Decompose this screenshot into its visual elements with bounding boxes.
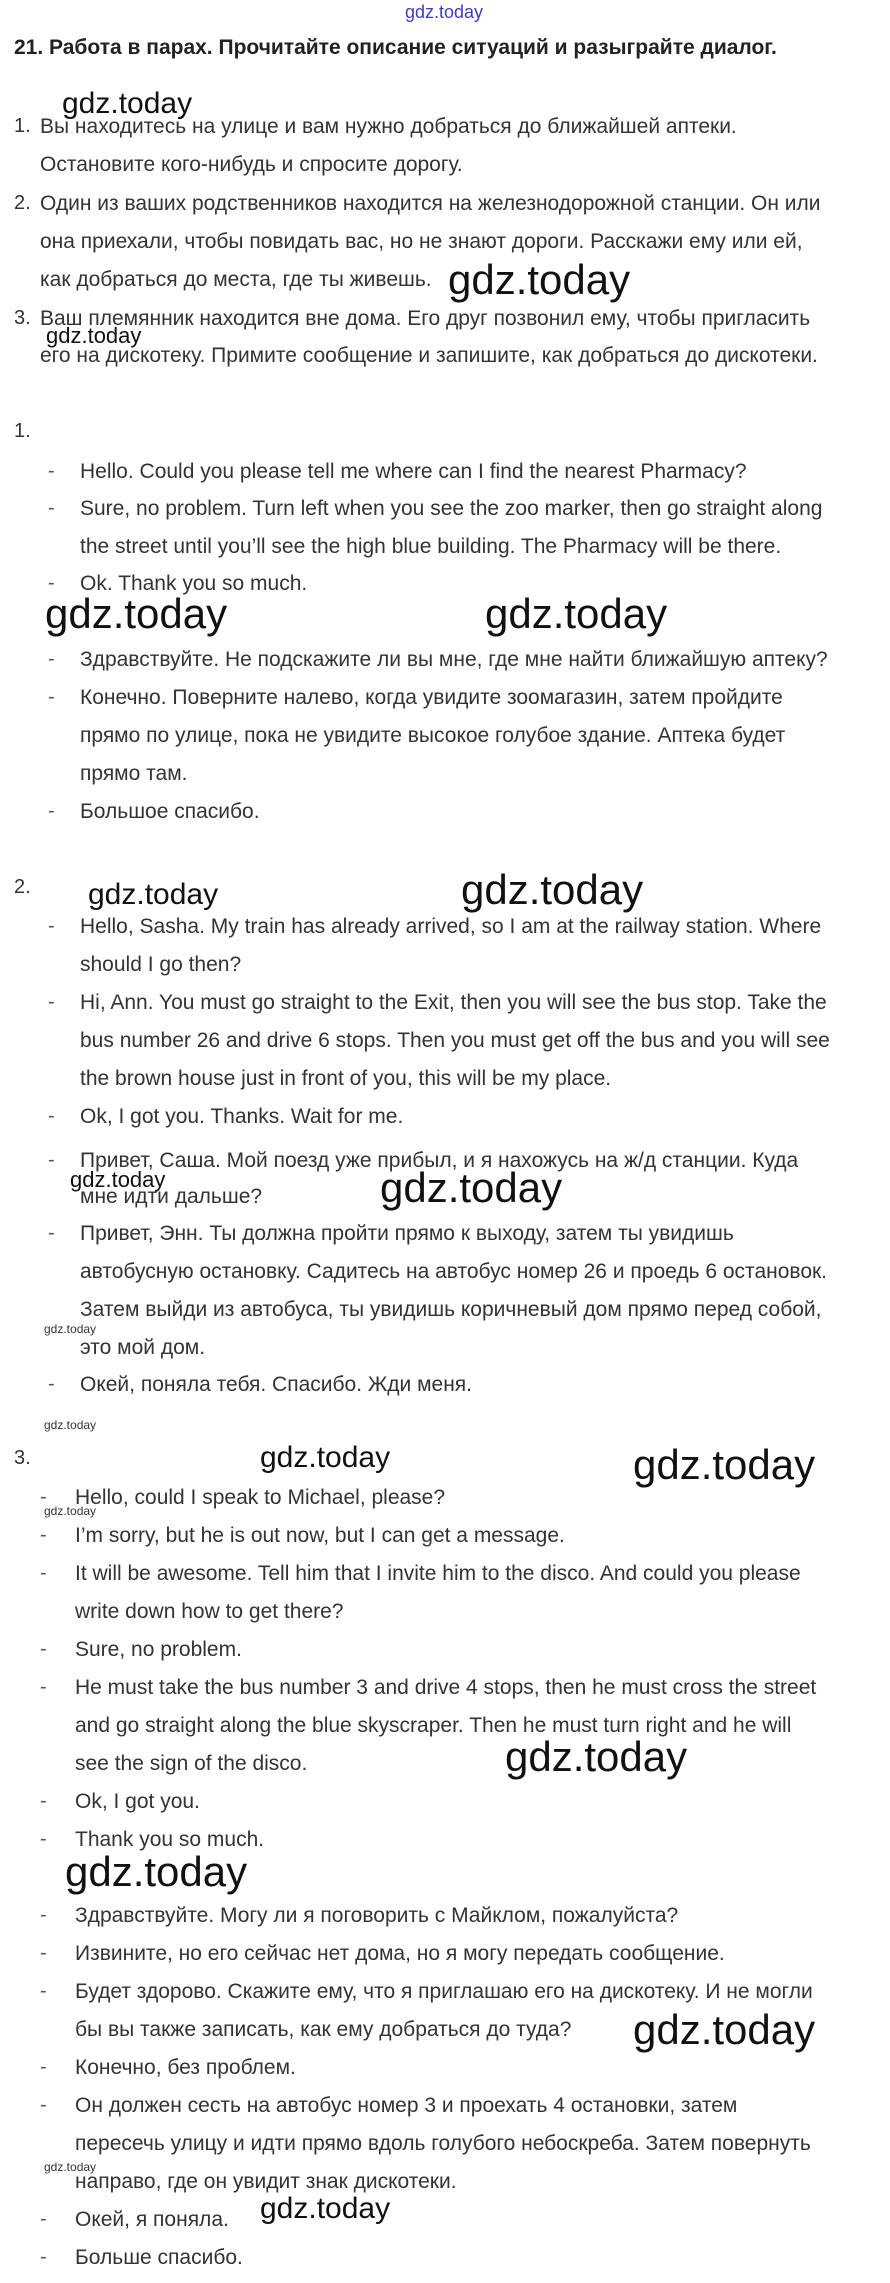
- watermark: gdz.today: [65, 1848, 248, 1895]
- watermark: gdz.today: [88, 878, 219, 911]
- dialog-dash: -: [40, 2208, 47, 2230]
- watermark: gdz.today: [70, 1167, 166, 1192]
- dialog-line: направо, где он увидит знак дискотеки.: [75, 2170, 457, 2193]
- dialog-line: Конечно. Поверните налево, когда увидите зоомагазин, затем пройдите: [80, 686, 783, 709]
- dialog-line: Окей, поняла тебя. Спасибо. Жди меня.: [80, 1373, 473, 1396]
- dialog-line: Sure, no problem. Turn left when you see the zoo marker, then go straight along: [80, 497, 823, 520]
- dialog-dash: -: [48, 1373, 55, 1395]
- dialog-line: the street until you’ll see the high blue building. The Pharmacy will be there.: [80, 535, 782, 558]
- task-item-line: Ваш племянник находится вне дома. Его друг позвонил ему, чтобы пригласить: [40, 307, 811, 330]
- task-item-line: Вы находитесь на улице и вам нужно добраться до ближайшей аптеки.: [40, 115, 737, 138]
- dialog-dash: -: [48, 648, 55, 670]
- watermark: gdz.today: [62, 87, 193, 120]
- dialog-dash: -: [48, 991, 55, 1013]
- dialog-line: the brown house just in front of you, this will be my place.: [80, 1067, 612, 1090]
- task-item-line: Остановите кого-нибудь и спросите дорогу.: [40, 153, 463, 176]
- dialog-dash: -: [48, 1149, 55, 1171]
- dialog-dash: -: [40, 2056, 47, 2078]
- dialog-dash: -: [48, 460, 55, 482]
- dialog-line: write down how to get there?: [75, 1600, 344, 1623]
- dialog-line: мне идти дальше?: [80, 1185, 263, 1208]
- watermark: gdz.today: [44, 1418, 97, 1432]
- dialog-line: bus number 26 and drive 6 stops. Then you must get off the bus and you will see: [80, 1029, 830, 1052]
- task-item-number: 1.: [14, 115, 31, 137]
- watermark: gdz.today: [260, 2192, 391, 2225]
- dialog-dash: -: [48, 686, 55, 708]
- dialog-line: Больше спасибо.: [75, 2246, 243, 2269]
- dialog-dash: -: [40, 1980, 47, 2002]
- dialog-line: Будет здорово. Скажите ему, что я приглашаю его на дискотеку. И не могли: [75, 1980, 813, 2003]
- dialog-line: Hello, could I speak to Michael, please?: [75, 1486, 446, 1509]
- dialog-line: Окей, я поняла.: [75, 2208, 229, 2231]
- dialog-line: Здравствуйте. Могу ли я поговорить с Майклом, пожалуйста?: [75, 1904, 679, 1927]
- dialog-line: should I go then?: [80, 953, 242, 976]
- dialog-line: He must take the bus number 3 and drive 4 stops, then he must cross the street: [75, 1676, 817, 1699]
- dialog-dash: -: [48, 1105, 55, 1127]
- dialog-line: Привет, Энн. Ты должна пройти прямо к выходу, затем ты увидишь: [80, 1222, 734, 1245]
- task-item-line: она приехали, чтобы повидать вас, но не знают дороги. Расскажи ему или ей,: [40, 230, 803, 253]
- dialog-dash: -: [40, 1904, 47, 1926]
- watermark: gdz.today: [633, 1441, 816, 1488]
- dialog-dash: -: [40, 1790, 47, 1812]
- dialog-line: I’m sorry, but he is out now, but I can get a message.: [75, 1524, 565, 1547]
- task-item-line: Один из ваших родственников находится на железнодорожной станции. Он или: [40, 192, 821, 215]
- dialog-line: Sure, no problem.: [75, 1638, 242, 1661]
- dialog-dash: -: [40, 2246, 47, 2268]
- watermark: gdz.today: [44, 2160, 97, 2174]
- watermark: gdz.today: [448, 256, 631, 303]
- watermark: gdz.today: [44, 1322, 97, 1336]
- watermark: gdz.today: [633, 2006, 816, 2053]
- task-item-number: 3.: [14, 307, 31, 329]
- dialog-line: Ok, I got you.: [75, 1790, 200, 1813]
- dialog-line: бы вы также записать, как ему добраться до туда?: [75, 2018, 572, 2041]
- dialog-dash: -: [40, 1486, 47, 1508]
- watermark: gdz.today: [260, 1441, 391, 1474]
- dialog-line: Извините, но его сейчас нет дома, но я могу передать сообщение.: [75, 1942, 725, 1965]
- task-title: 21. Работа в парах. Прочитайте описание ситуаций и разыграйте диалог.: [14, 36, 777, 59]
- watermark: gdz.today: [505, 1733, 688, 1780]
- dialog-line: пересечь улицу и идти прямо вдоль голубого небоскреба. Затем повернуть: [75, 2132, 811, 2155]
- answer-number: 2.: [14, 876, 31, 898]
- dialog-line: Hello, Sasha. My train has already arrived, so I am at the railway station. Where: [80, 915, 822, 938]
- dialog-dash: -: [48, 497, 55, 519]
- task-item-line: как добраться до места, где ты живешь.: [40, 268, 432, 291]
- dialog-line: Он должен сесть на автобус номер 3 и проехать 4 остановки, затем: [75, 2094, 738, 2117]
- dialog-dash: -: [40, 2094, 47, 2116]
- dialog-line: Затем выйди из автобуса, ты увидишь коричневый дом прямо перед собой,: [80, 1298, 822, 1321]
- dialog-dash: -: [40, 1638, 47, 1660]
- dialog-line: Hi, Ann. You must go straight to the Exit, then you will see the bus stop. Take the: [80, 991, 827, 1014]
- dialog-dash: -: [48, 800, 55, 822]
- dialog-line: Thank you so much.: [75, 1828, 265, 1851]
- dialog-line: Здравствуйте. Не подскажите ли вы мне, где мне найти ближайшую аптеку?: [80, 648, 828, 671]
- dialog-dash: -: [48, 915, 55, 937]
- dialog-line: прямо там.: [80, 762, 188, 785]
- watermark: gdz.today: [485, 590, 668, 637]
- dialog-line: see the sign of the disco.: [75, 1752, 308, 1775]
- watermark: gdz.today: [46, 323, 142, 348]
- task-item-line: его на дискотеку. Примите сообщение и запишите, как добраться до дискотеки.: [40, 344, 818, 367]
- dialog-line: and go straight along the blue skyscraper. Then he must turn right and he will: [75, 1714, 792, 1737]
- dialog-line: прямо по улице, пока не увидите высокое голубое здание. Аптека будет: [80, 724, 786, 747]
- dialog-dash: -: [40, 1524, 47, 1546]
- dialog-dash: -: [48, 1222, 55, 1244]
- dialog-line: Привет, Саша. Мой поезд уже прибыл, и я нахожусь на ж/д станции. Куда: [80, 1149, 799, 1172]
- dialog-dash: -: [40, 1942, 47, 1964]
- top-watermark: gdz.today: [405, 2, 484, 22]
- dialog-line: Ok, I got you. Thanks. Wait for me.: [80, 1105, 404, 1128]
- watermark: gdz.today: [380, 1164, 563, 1211]
- dialog-line: Большое спасибо.: [80, 800, 260, 823]
- task-item-number: 2.: [14, 192, 31, 214]
- dialog-line: это мой дом.: [80, 1336, 206, 1359]
- dialog-line: Конечно, без проблем.: [75, 2056, 296, 2079]
- answer-number: 3.: [14, 1447, 31, 1469]
- answer-number: 1.: [14, 420, 31, 442]
- watermark: gdz.today: [44, 1504, 97, 1518]
- dialog-dash: -: [40, 1562, 47, 1584]
- dialog-line: автобусную остановку. Садитесь на автобус номер 26 и проедь 6 остановок.: [80, 1260, 828, 1283]
- dialog-line: Hello. Could you please tell me where can I find the nearest Pharmacy?: [80, 460, 747, 483]
- dialog-line: It will be awesome. Tell him that I invite him to the disco. And could you please: [75, 1562, 801, 1585]
- watermark: gdz.today: [461, 866, 644, 913]
- dialog-dash: -: [48, 572, 55, 594]
- watermark: gdz.today: [45, 590, 228, 637]
- dialog-line: Ok. Thank you so much.: [80, 572, 308, 595]
- dialog-dash: -: [40, 1828, 47, 1850]
- dialog-dash: -: [40, 1676, 47, 1698]
